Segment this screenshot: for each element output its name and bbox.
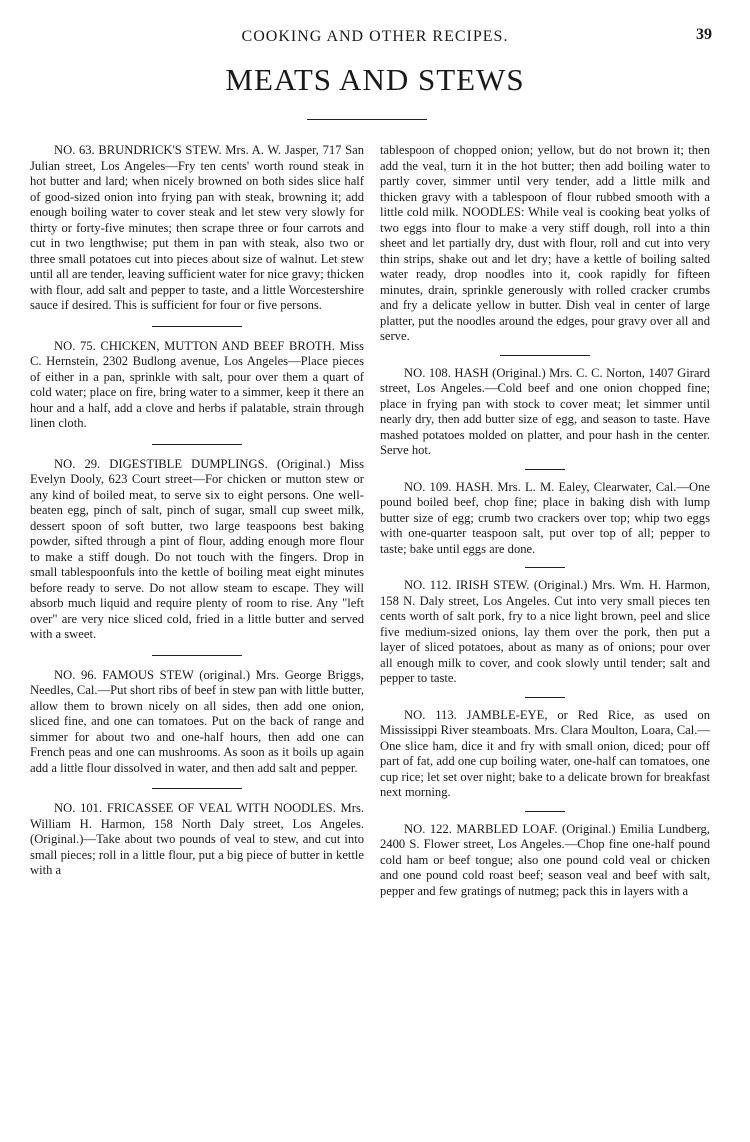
recipe-digestible-dumplings: NO. 29. DIGESTIBLE DUMPLINGS. (Original.) Miss Evelyn Dooly, 623 Court street—For chicken or mutton stew or any kind of boiled meat, to serve six to eight persons. One well-beaten egg, pinch of salt, pinch of sugar, small cup sweet milk, dessert spoon of soft butter, two large teaspoons best baking powder, sifted through a pint of flour, adding enough more flour to make a stiff dough. Do not touch with the fingers. Drop in small tablespoonfuls into the kettle of boiling meat eight minutes before ready to serve. Do not allow steam to escape. They will absorb much liquid and require plenty of room to rise. Any "left over" are very nice sliced cold, fried in a little butter and served with a sweet. — [30, 456, 364, 641]
title-rule — [307, 119, 427, 120]
recipe-irish-stew: NO. 112. IRISH STEW. (Original.) Mrs. Wm. H. Harmon, 158 N. Daly street, Los Angeles. Cut into very small pieces ten cents worth of salt pork, fry to a nice light brown, peel and slice five medium-sized onions, lay them over the pork, then put a layer of sliced potatoes, about as many as of onions; pour over all enough milk to cover, and cook slowly until tender; salt and pepper to taste. — [380, 578, 710, 685]
recipe-marbled-loaf: NO. 122. MARBLED LOAF. (Original.) Emilia Lundberg, 2400 S. Flower street, Los Angeles.—Chop fine one-half pound cold ham or beef tongue; also one pound cold veal or chicken and one pound cold roast beef; season veal and beef with salt, pepper and few gratings of nutmeg; pack this in layers with a — [380, 821, 710, 898]
recipe-divider — [525, 697, 565, 698]
recipe-hash-ealey: NO. 109. HASH. Mrs. L. M. Ealey, Clearwater, Cal.—One pound boiled beef, chop fine; place in baking dish with lump butter size of egg; crumb two crackers over top; whip two eggs with one-quarter teaspoon salt, put over top of all; pepper to taste; bake until eggs are done. — [380, 479, 710, 556]
recipe-jamble-eye: NO. 113. JAMBLE-EYE, or Red Rice, as used on Mississippi River steamboats. Mrs. Clara Moulton, Loara, Cal.—One slice ham, dice it and fry with small onion, diced; pour off part of fat, add one cup boiling water, one-half can tomatoes, one cup rice; let set over night; bake to a delicate brown for breakfast next morning. — [380, 707, 710, 799]
recipe-divider — [152, 444, 242, 445]
recipe-divider — [525, 811, 565, 812]
recipe-divider — [525, 469, 565, 470]
page-number: 39 — [696, 26, 712, 43]
section-title: MEATS AND STEWS — [225, 62, 525, 97]
recipe-fricassee-of-veal-continued: tablespoon of chopped onion; yellow, but do not brown it; then add the veal, turn it in the hot butter; then add boiling water to partly cover, simmer until very tender, add a little milk and thicken gravy with a tablespoon of flour rubbed smooth with a little cold milk. NOODLES: While veal is cooking beat yolks of two eggs into flour to make a very stiff dough, roll into a thin sheet and let partially dry, dust with flour, roll and cut into very thin strips, shake out and let dry; have a kettle of boiling salted water ready, drop noodles into it, cook rapidly for fifteen minutes, drain, sprinkle generously with rolled cracker crumbs and fry a delicate yellow in butter. Dish veal in center of large platter, put the noodles around the edges, pour gravy over all and serve. — [380, 143, 710, 343]
recipe-famous-stew: NO. 96. FAMOUS STEW (original.) Mrs. George Briggs, Needles, Cal.—Put short ribs of beef in stew pan with little butter, allow them to brown nicely on all sides, then add one onion, sliced fine, and one can tomatoes. Put on the back of range and simmer for about two and one-half hours, then add one can French peas and one can mushrooms. As soon as it boils up again add a little flour dissolved in water, and then add salt and pepper. — [30, 667, 364, 775]
recipe-divider — [152, 655, 242, 656]
recipe-divider — [152, 326, 242, 327]
recipe-hash-norton: NO. 108. HASH (Original.) Mrs. C. C. Norton, 1407 Girard street, Los Angeles.—Cold beef and one onion chopped fine; place in frying pan with stock to cover meat; let simmer until nearly dry, then add butter size of egg, and season to taste. Have mashed potatoes molded on platter, and pour hash in the center. Serve hot. — [380, 365, 710, 457]
recipe-chicken-mutton-beef-broth: NO. 75. CHICKEN, MUTTON AND BEEF BROTH. Miss C. Hernstein, 2302 Budlong avenue, Los Angeles—Place pieces of either in a pan, sprinkle with salt, pour over them a quart of cold water; place on fire, bring water to a simmer, keep it there an hour and a half, add a clove and herbs if palatable, strain through linen cloth. — [30, 338, 364, 430]
recipe-fricassee-of-veal: NO. 101. FRICASSEE OF VEAL WITH NOODLES. Mrs. William H. Harmon, 158 North Daly street, Los Angeles. (Original.)—Take about two pounds of veal to stew, and cut into small pieces; roll in a little flour, put a big piece of butter in kettle with a — [30, 801, 364, 877]
left-column — [30, 143, 364, 879]
running-head: COOKING AND OTHER RECIPES. — [241, 28, 509, 45]
recipe-brundricks-stew: NO. 63. BRUNDRICK'S STEW. Mrs. A. W. Jasper, 717 San Julian street, Los Angeles—Fry ten cents' worth round steak in hot butter and lard; when nicely browned on both sides slice half of good-sized onion into frying pan with steak, browning it; add enough boiling water to cover steak and let stew very slowly for thirty or forty-five minutes; then scrape three or four carrots and cut in two lengthwise; put them in pan with steak, also two or three small potatoes cut into pieces about size of walnut. Let stew until all are tender, leaving sufficient water for nice gravy; thicken with flour, add salt and pepper to taste, and a little Worcestershire sauce if desired. This is sufficient for four or five persons. — [30, 143, 364, 312]
right-column — [380, 143, 710, 899]
recipe-divider — [152, 788, 242, 789]
recipe-divider — [525, 567, 565, 568]
recipe-divider — [500, 355, 590, 356]
